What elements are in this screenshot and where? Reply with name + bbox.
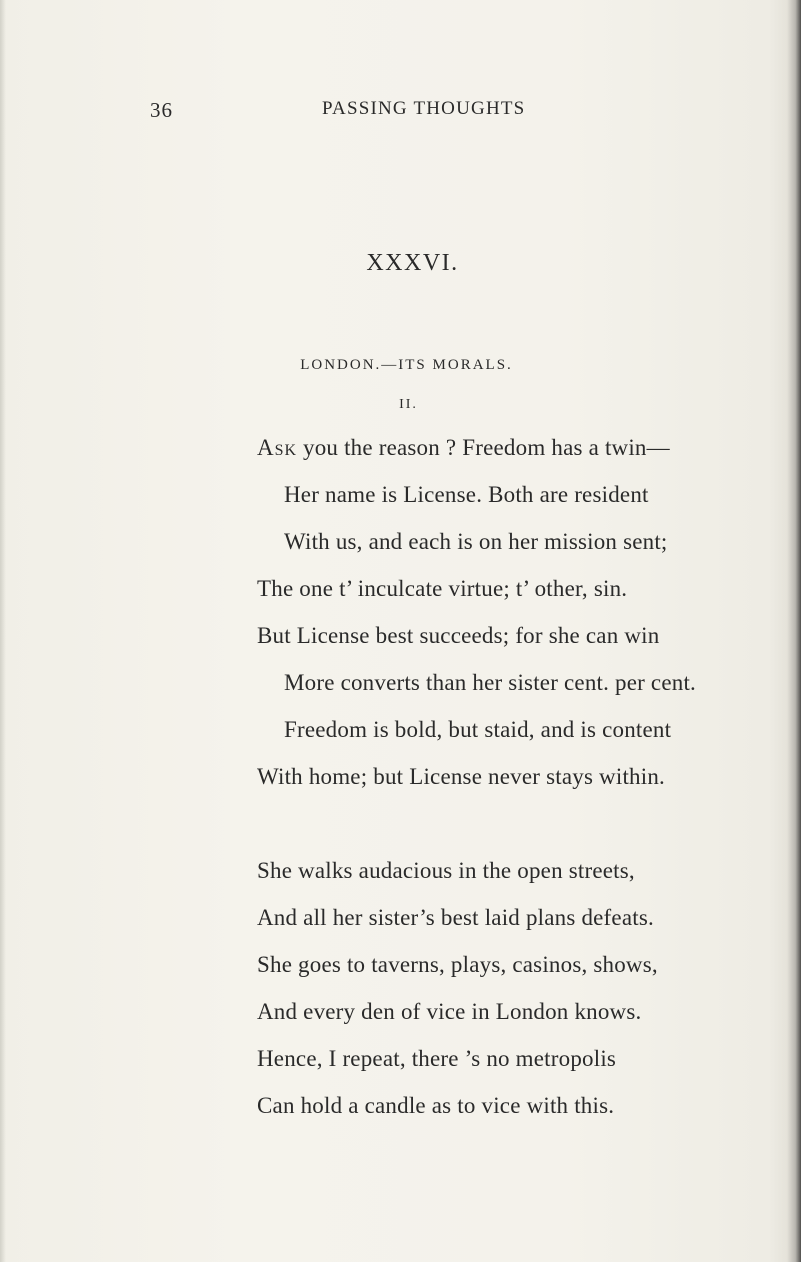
opening-word: Ask	[257, 435, 298, 460]
section-number: XXXVI.	[366, 250, 459, 276]
poem-line: With home; but License never stays within.	[257, 764, 665, 789]
poem-line: With us, and each is on her mission sent;	[284, 529, 668, 554]
poem-line: Can hold a candle as to vice with this.	[257, 1093, 615, 1118]
poem-line: Hence, I repeat, there ’s no metropolis	[257, 1046, 617, 1071]
poem-line: Her name is License. Both are resident	[284, 482, 649, 507]
poem-line: Freedom is bold, but staid, and is content	[284, 717, 672, 742]
part-number: II.	[399, 397, 418, 412]
running-head	[0, 98, 801, 128]
page-right-edge	[787, 0, 801, 1262]
poem-line: But License best succeeds; for she can win	[257, 623, 660, 648]
section-title: LONDON.—ITS MORALS.	[300, 357, 513, 373]
poem-line: She goes to taverns, plays, casinos, shows,	[257, 952, 658, 977]
page-left-shadow	[0, 0, 6, 1262]
poem-line: She walks audacious in the open streets,	[257, 858, 635, 883]
poem-line	[257, 435, 670, 461]
running-title: PASSING THOUGHTS	[322, 98, 526, 119]
poem-line: The one t’ inculcate virtue; t’ other, sin.	[257, 576, 628, 601]
poem-line: And all her sister’s best laid plans defeats.	[257, 905, 654, 930]
poem-line: More converts than her sister cent. per cent.	[284, 670, 696, 695]
poem-line-text: you the reason ? Freedom has a twin—	[297, 435, 670, 460]
page-number: 36	[150, 98, 173, 122]
poem-line: And every den of vice in London knows.	[257, 999, 642, 1024]
